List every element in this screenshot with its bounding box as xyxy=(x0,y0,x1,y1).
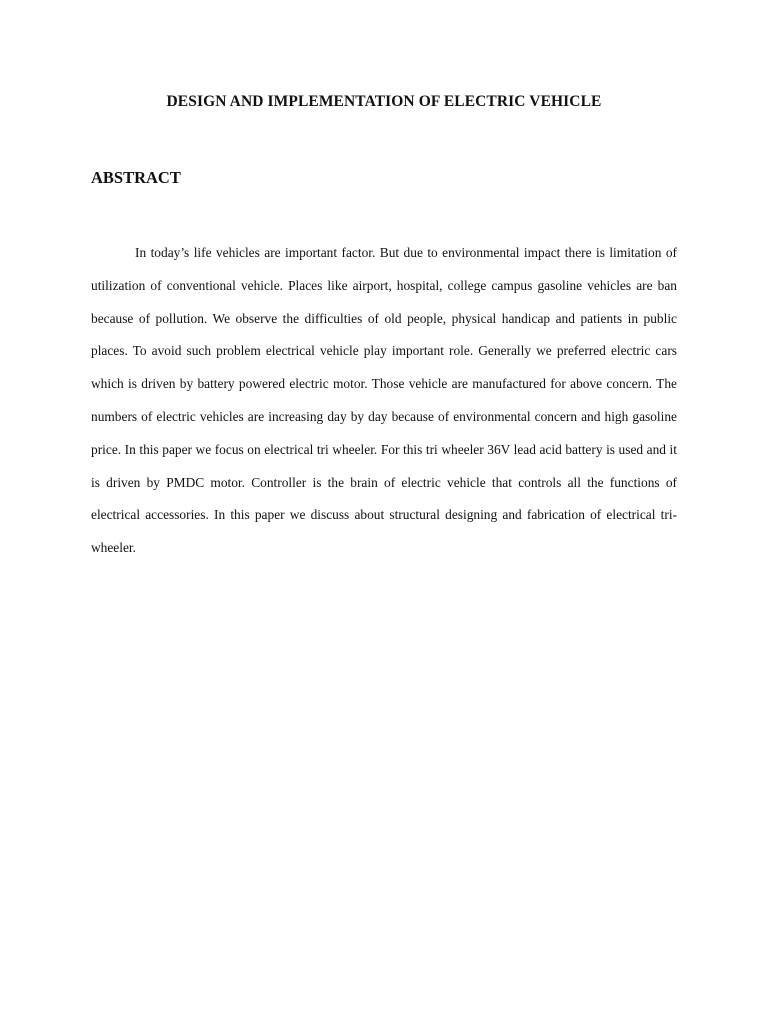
document-title: DESIGN AND IMPLEMENTATION OF ELECTRIC VEHICLE xyxy=(166,93,602,110)
abstract-heading: ABSTRACT xyxy=(91,168,181,187)
abstract-paragraph: In today’s life vehicles are important factor. But due to environmental impact there is limitation of utilization of conventional vehicle. Places like airport, hospital, college campus gasoline vehicles are ban because of pollution. We observe the difficulties of old people, physical handicap and patients in public places. To avoid such problem electrical vehicle play important role. Generally we preferred electric cars which is driven by battery powered electric motor. Those vehicle are manufactured for above concern. The numbers of electric vehicles are increasing day by day because of environmental concern and high gasoline price. In this paper we focus on electrical tri wheeler. For this tri wheeler 36V lead acid battery is used and it is driven by PMDC motor. Controller is the brain of electric vehicle that controls all the functions of electrical accessories. In this paper we discuss about structural designing and fabrication of electrical tri-wheeler. xyxy=(91,245,677,556)
